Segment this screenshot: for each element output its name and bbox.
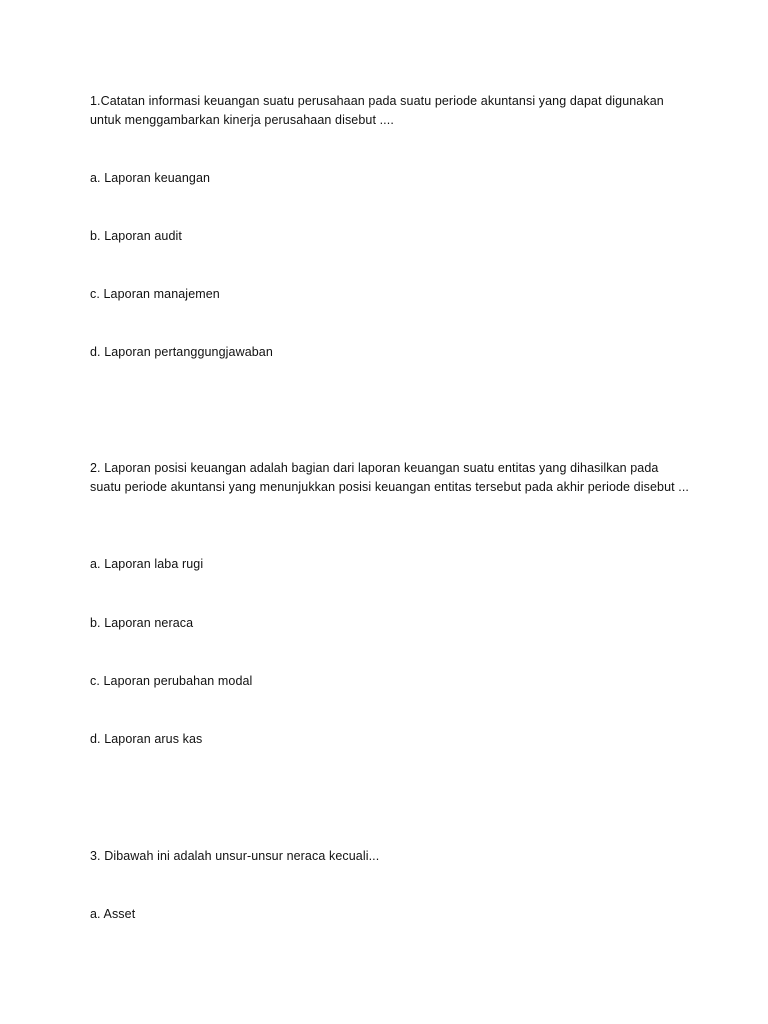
question-2-option-b: b. Laporan neraca bbox=[90, 616, 194, 630]
question-3-text: 3. Dibawah ini adalah unsur-unsur neraca kecuali... bbox=[90, 849, 380, 863]
question-3-option-a: a. Asset bbox=[90, 907, 136, 921]
question-1-text: 1.Catatan informasi keuangan suatu perusahaan pada suatu periode akuntansi yang dapat digunakan untuk menggambarkan kinerja perusahaan disebut .... bbox=[90, 94, 668, 127]
question-2-text: 2. Laporan posisi keuangan adalah bagian dari laporan keuangan suatu entitas yang dihasilkan pada suatu periode akuntansi yang menunjukkan posisi keuangan entitas tersebut pada akhir periode disebut ... bbox=[90, 461, 689, 494]
question-1-option-b: b. Laporan audit bbox=[90, 229, 182, 243]
question-2-option-c: c. Laporan perubahan modal bbox=[90, 674, 253, 688]
question-1-option-c: c. Laporan manajemen bbox=[90, 287, 220, 301]
question-2-option-a: a. Laporan laba rugi bbox=[90, 557, 204, 571]
question-2-option-d: d. Laporan arus kas bbox=[90, 732, 203, 746]
question-1-option-a: a. Laporan keuangan bbox=[90, 171, 211, 185]
question-1-option-d: d. Laporan pertanggungjawaban bbox=[90, 345, 273, 359]
